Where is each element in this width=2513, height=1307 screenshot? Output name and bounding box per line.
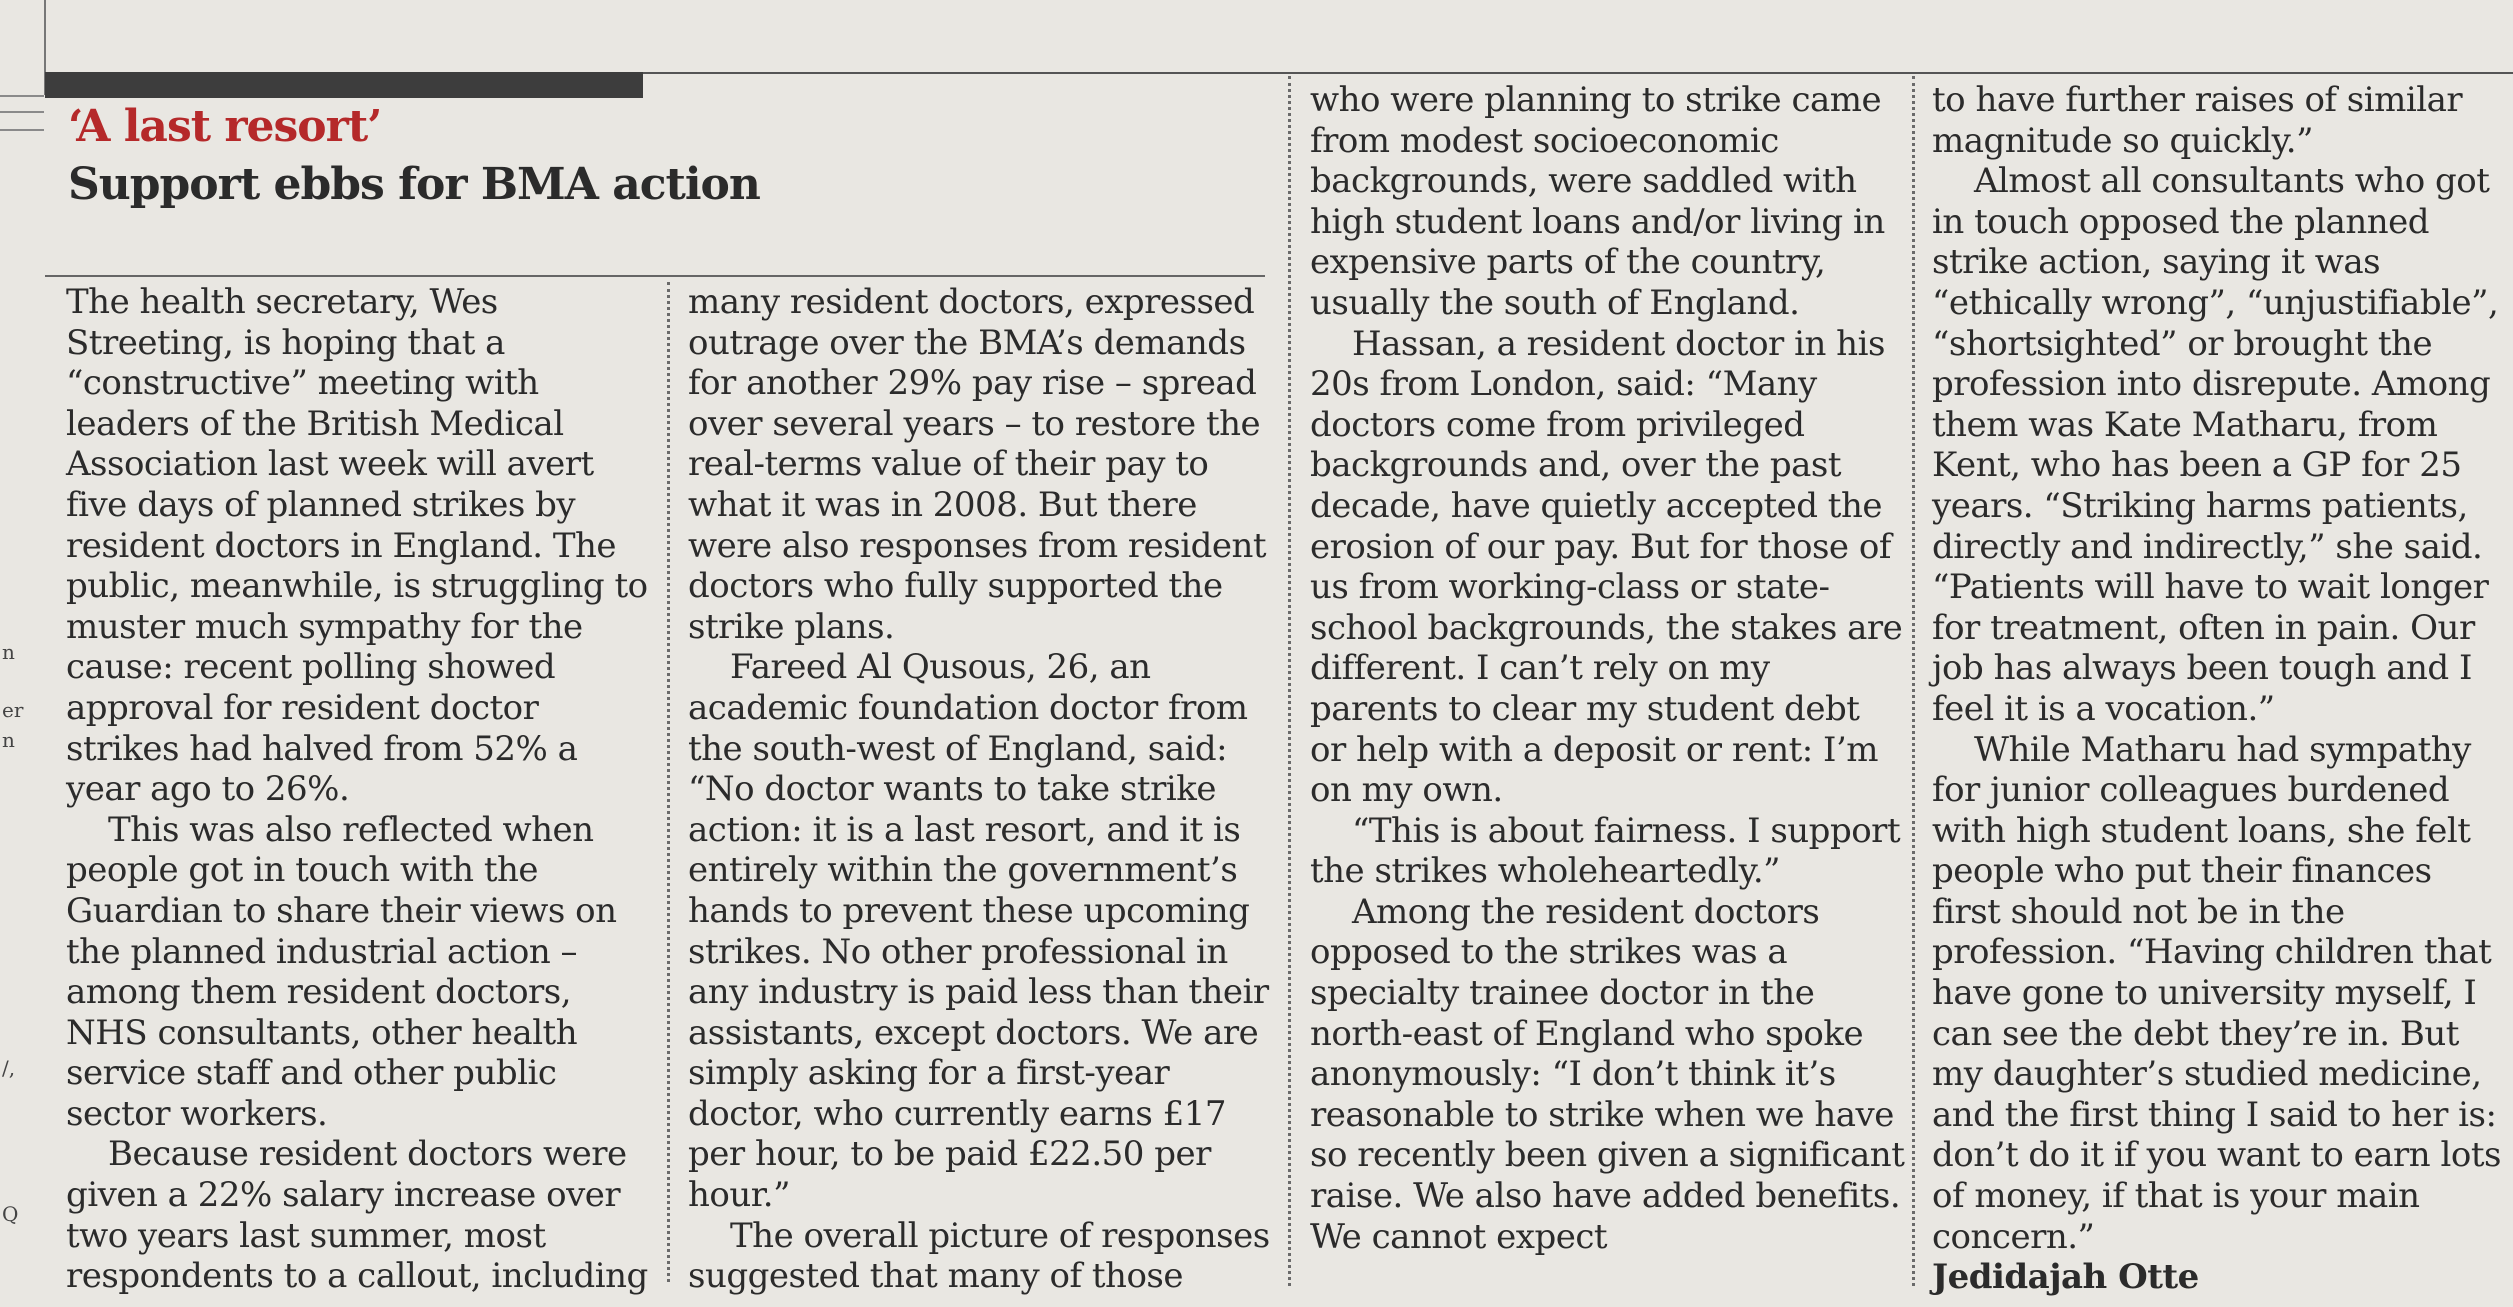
- column-divider: [1288, 76, 1291, 1286]
- paragraph: “This is about fairness. I support the strikes wholeheartedly.”: [1310, 810, 1901, 892]
- article-column-1: [66, 282, 656, 1297]
- paragraph: Fareed Al Qusous, 26, an academic foundation doctor from the south-west of England, said: “No doctor wants to take strike action: it is a last resort, and it is entirely within the government’s hands to prevent these upcoming strikes. No other professional in any industry is paid less than their assistants, except doctors. We are simply asking for a first-year doctor, who currently earns £17 per hour, to be paid £22.50 per hour.”: [688, 647, 1269, 1216]
- article-column-4: [1932, 80, 2504, 1298]
- paragraph: Because resident doctors were given a 22% salary increase over two years last summer, most respondents to a callout, including: [66, 1134, 648, 1297]
- headline-block: [68, 101, 760, 210]
- section-bar: [45, 72, 643, 98]
- paragraph: While Matharu had sympathy for junior colleagues burdened with high student loans, she felt people who put their finances first should not be in the profession. “Having children that have gone to university myself, I can see the debt they’re in. But my daughter’s studied medicine, and the first thing I said to her is: don’t do it if you want to earn lots of money, if that is your main concern.”: [1932, 729, 2501, 1257]
- edge-fragment: er: [2, 698, 24, 722]
- paragraph: The health secretary, Wes Streeting, is hoping that a “constructive” meeting with leaders of the British Medical Association last week will avert five days of planned strikes by resident doctors in England. The public, meanwhile, is struggling to muster much sympathy for the cause: recent polling showed approval for resident doctor strikes had halved from 52% a year ago to 26%.: [66, 282, 648, 810]
- edge-fragment: Q: [2, 1202, 19, 1226]
- paragraph: The overall picture of responses suggested that many of those: [688, 1215, 1270, 1297]
- article-column-2: [688, 282, 1288, 1297]
- headline: Support ebbs for BMA action: [68, 159, 760, 210]
- byline: Jedidajah Otte: [1932, 1257, 2199, 1298]
- kicker: ‘A last resort’: [68, 101, 382, 152]
- paragraph: Almost all consultants who got in touch opposed the planned strike action, saying it was “ethically wrong”, “unjustifiable”, “shortsighted” or brought the profession into disrepute. Among them was Kate Matharu, from Kent, who has been a GP for 25 years. “Striking harms patients, directly and indirectly,” she said. “Patients will have to wait longer for treatment, often in pain. Our job has always been tough and I feel it is a vocation.”: [1932, 161, 2499, 729]
- paragraph: who were planning to strike came from modest socioeconomic backgrounds, were saddled with high student loans and/or living in expensive parts of the country, usually the south of England.: [1310, 80, 1885, 323]
- paragraph: This was also reflected when people got in touch with the Guardian to share their views on the planned industrial action – among them resident doctors, NHS consultants, other health service staff and other public sector workers.: [66, 809, 617, 1134]
- adjacent-column-rules: [0, 95, 44, 131]
- article-column-3: [1310, 80, 1905, 1257]
- edge-fragment: n: [2, 728, 15, 752]
- paragraph: to have further raises of similar magnitude so quickly.”: [1932, 80, 2463, 161]
- paragraph: Hassan, a resident doctor in his 20s from London, said: “Many doctors come from privileged backgrounds and, over the past decade, have quietly accepted the erosion of our pay. But for those of us from working-class or state-school backgrounds, the stakes are different. I can’t rely on my parents to clear my student debt or help with a deposit or rent: I’m on my own.: [1310, 323, 1903, 811]
- paragraph: Among the resident doctors opposed to the strikes was a specialty trainee doctor in the north-east of England who spoke anonymously: “I don’t think it’s reasonable to strike when we have so recently been given a significant raise. We also have added benefits. We cannot expect: [1310, 891, 1905, 1257]
- edge-fragment: /,: [2, 1056, 16, 1080]
- headline-rule: [45, 275, 1265, 277]
- column-divider: [667, 282, 670, 1282]
- paragraph: many resident doctors, expressed outrage over the BMA’s demands for another 29% pay rise – spread over several years – to restore the real-terms value of their pay to what it was in 2008. But there were also responses from resident doctors who fully supported the strike plans.: [688, 282, 1267, 647]
- column-divider: [1912, 76, 1915, 1286]
- edge-fragment: n: [2, 640, 15, 664]
